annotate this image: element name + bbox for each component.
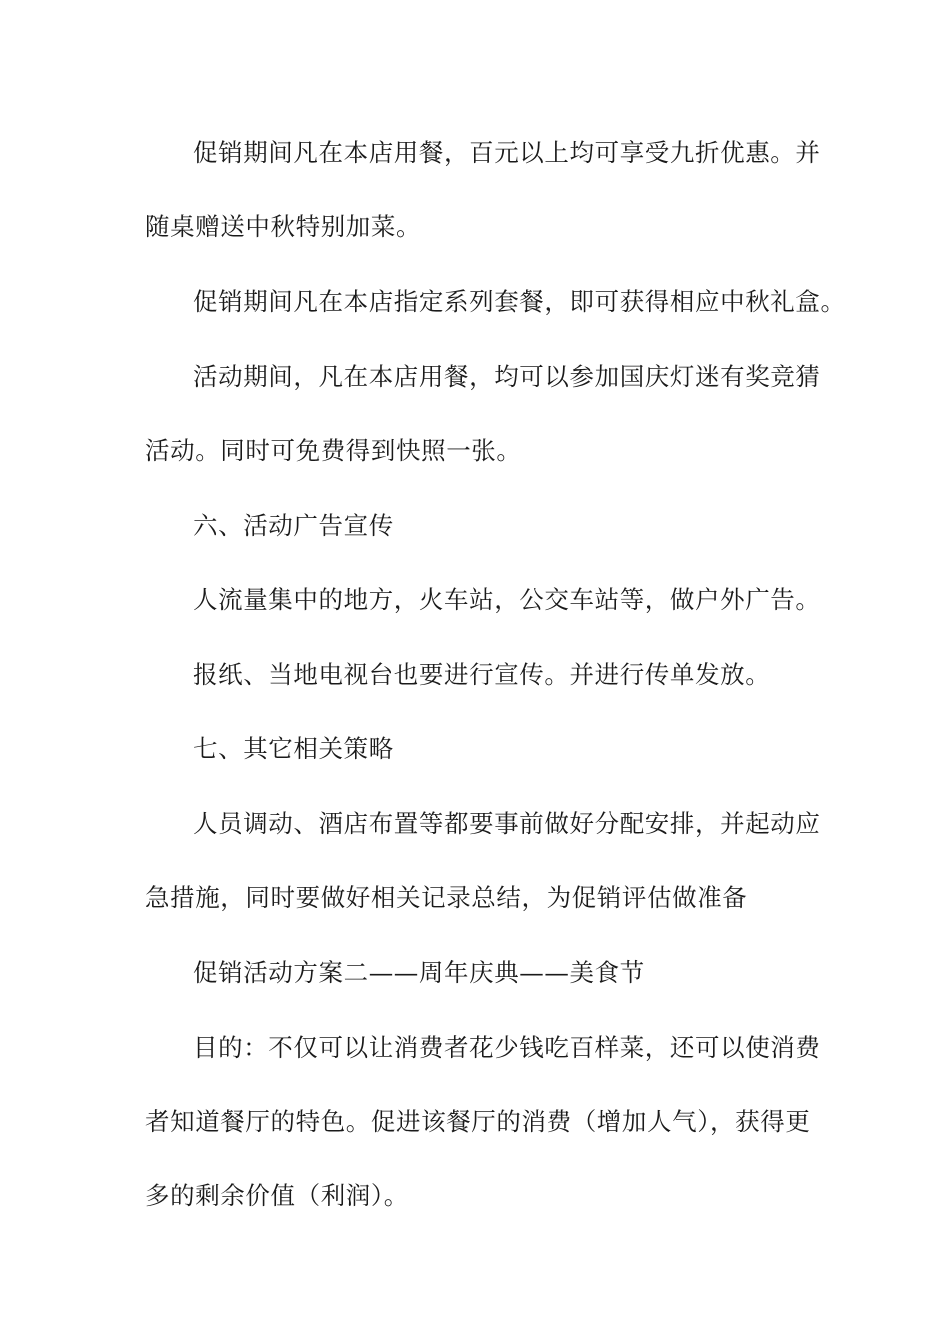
paragraph-10-line-2: 者知道餐厅的特色。促进该餐厅的消费（增加人气），获得更 <box>145 1107 811 1136</box>
paragraph-1-line-2: 随桌赠送中秋特别加菜。 <box>145 212 422 241</box>
paragraph-6-line-1: 报纸、当地电视台也要进行宣传。并进行传单发放。 <box>193 660 771 689</box>
paragraph-8-line-2: 急措施，同时要做好相关记录总结，为促销评估做准备 <box>145 883 748 912</box>
paragraph-8-line-1: 人员调动、酒店布置等都要事前做好分配安排，并起动应 <box>193 809 821 838</box>
paragraph-3-line-2: 活动。同时可免费得到快照一张。 <box>145 436 522 465</box>
section-heading-7: 七、其它相关策略 <box>193 734 394 763</box>
paragraph-1-line-1: 促销期间凡在本店用餐，百元以上均可享受九折优惠。并 <box>193 138 821 167</box>
paragraph-5-line-1: 人流量集中的地方，火车站，公交车站等，做户外广告。 <box>193 585 821 614</box>
paragraph-3-line-1: 活动期间，凡在本店用餐，均可以参加国庆灯迷有奖竞猜 <box>193 362 821 391</box>
paragraph-10-line-3: 多的剩余价值（利润）。 <box>145 1181 409 1210</box>
plan-two-heading: 促销活动方案二——周年庆典——美食节 <box>193 958 645 987</box>
paragraph-10-line-1: 目的：不仅可以让消费者花少钱吃百样菜，还可以使消费 <box>193 1033 821 1062</box>
section-heading-6: 六、活动广告宣传 <box>193 511 394 540</box>
paragraph-2-line-1: 促销期间凡在本店指定系列套餐，即可获得相应中秋礼盒。 <box>193 287 846 316</box>
